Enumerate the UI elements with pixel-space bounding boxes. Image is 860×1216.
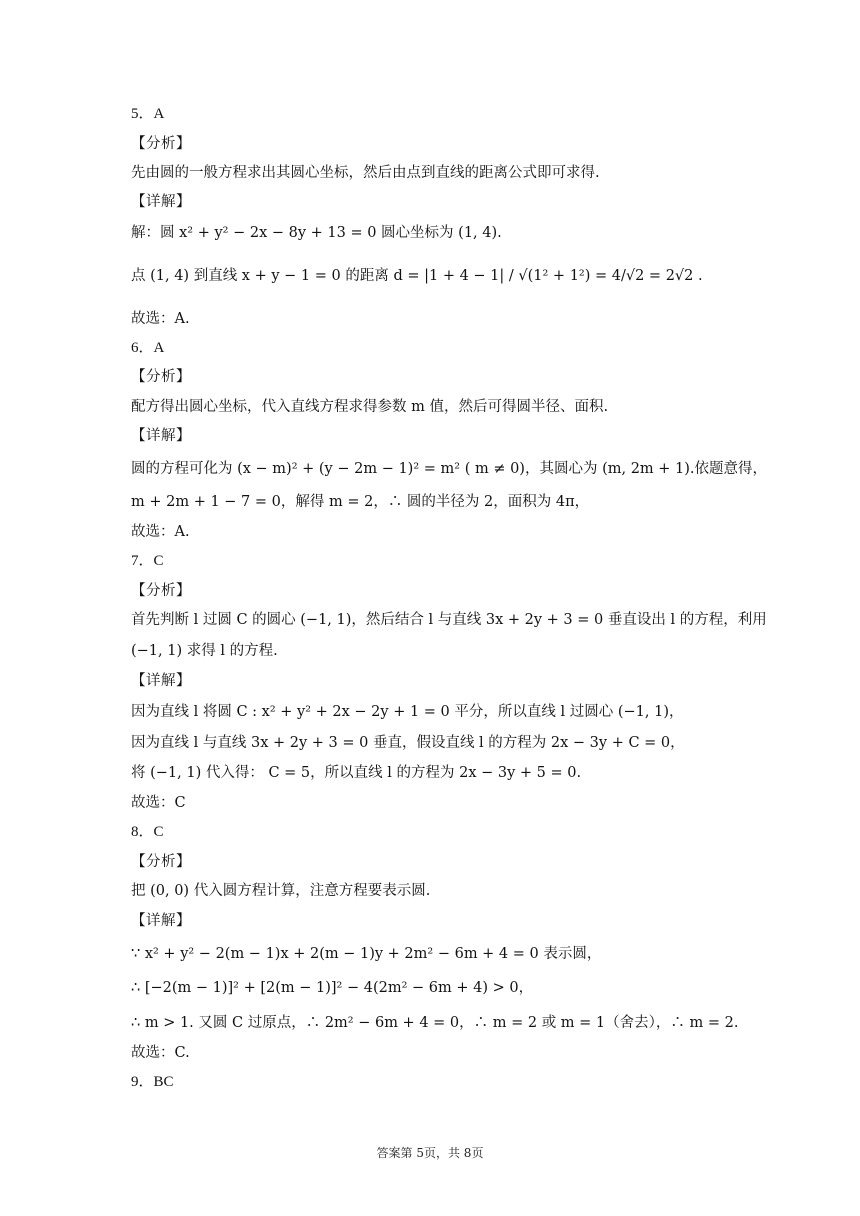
analysis-text: (−1, 1) 求得 l 的方程.	[131, 643, 278, 659]
solution-text: 解：圆 x² + y² − 2x − 8y + 13 = 0 圆心坐标为 (1, 4).	[131, 225, 502, 241]
page-footer: 答案第 5页，共 8页	[376, 1146, 484, 1160]
analysis-heading: 【分析】	[131, 369, 191, 385]
analysis-text: 把 (0, 0) 代入圆方程计算，注意方程要表示圆.	[131, 883, 431, 899]
solution-text: ∴ m > 1. 又圆 C 过原点，∴ 2m² − 6m + 4 = 0，∴ m = 2 或 m = 1（舍去），∴ m = 2.	[131, 1015, 739, 1031]
analysis-text: 先由圆的一般方程求出其圆心坐标，然后由点到直线的距离公式即可求得.	[131, 165, 600, 181]
answer-number-8: 8．C	[131, 824, 164, 840]
solution-heading: 【详解】	[131, 428, 191, 444]
answer-number-7: 7．C	[131, 553, 164, 569]
solution-text: 因为直线 l 将圆 C : x² + y² + 2x − 2y + 1 = 0 平分，所以直线 l 过圆心 (−1, 1)，	[131, 704, 684, 720]
solution-text: 点 (1, 4) 到直线 x + y − 1 = 0 的距离 d = |1 + 4 − 1| / √(1² + 1²) = 4/√2 = 2√2 .	[131, 268, 703, 284]
answer-choice: 故选：A.	[131, 311, 190, 327]
answer-choice: 故选：C	[131, 795, 186, 811]
solution-heading: 【详解】	[131, 194, 191, 210]
solution-text: ∵ x² + y² − 2(m − 1)x + 2(m − 1)y + 2m² − 6m + 4 = 0 表示圆，	[131, 946, 602, 962]
solution-heading: 【详解】	[131, 913, 191, 929]
analysis-heading: 【分析】	[131, 583, 191, 599]
analysis-text: 配方得出圆心坐标，代入直线方程求得参数 m 值，然后可得圆半径、面积.	[131, 399, 609, 415]
analysis-heading: 【分析】	[131, 136, 191, 152]
solution-text: 圆的方程可化为 (x − m)² + (y − 2m − 1)² = m² ( m ≠ 0)，其圆心为 (m, 2m + 1).依题意得，	[131, 461, 768, 477]
analysis-text: 首先判断 l 过圆 C 的圆心 (−1, 1)，然后结合 l 与直线 3x + 2y + 3 = 0 垂直设出 l 的方程，利用	[131, 612, 767, 628]
solution-text: 因为直线 l 与直线 3x + 2y + 3 = 0 垂直，假设直线 l 的方程为 2x − 3y + C = 0，	[131, 735, 685, 751]
answer-number-6: 6．A	[131, 340, 165, 356]
analysis-heading: 【分析】	[131, 854, 191, 870]
solution-text: m + 2m + 1 − 7 = 0，解得 m = 2，∴ 圆的半径为 2，面积为 4π，	[131, 494, 590, 510]
answer-choice: 故选：A.	[131, 524, 190, 540]
solution-heading: 【详解】	[131, 673, 191, 689]
answer-number-9: 9．BC	[131, 1074, 174, 1090]
answer-number-5: 5．A	[131, 106, 165, 122]
solution-text: 将 (−1, 1) 代入得： C = 5，所以直线 l 的方程为 2x − 3y + 5 = 0.	[131, 765, 582, 781]
solution-text: ∴ [−2(m − 1)]² + [2(m − 1)]² − 4(2m² − 6m + 4) > 0，	[131, 980, 534, 996]
answer-choice: 故选：C.	[131, 1045, 190, 1061]
